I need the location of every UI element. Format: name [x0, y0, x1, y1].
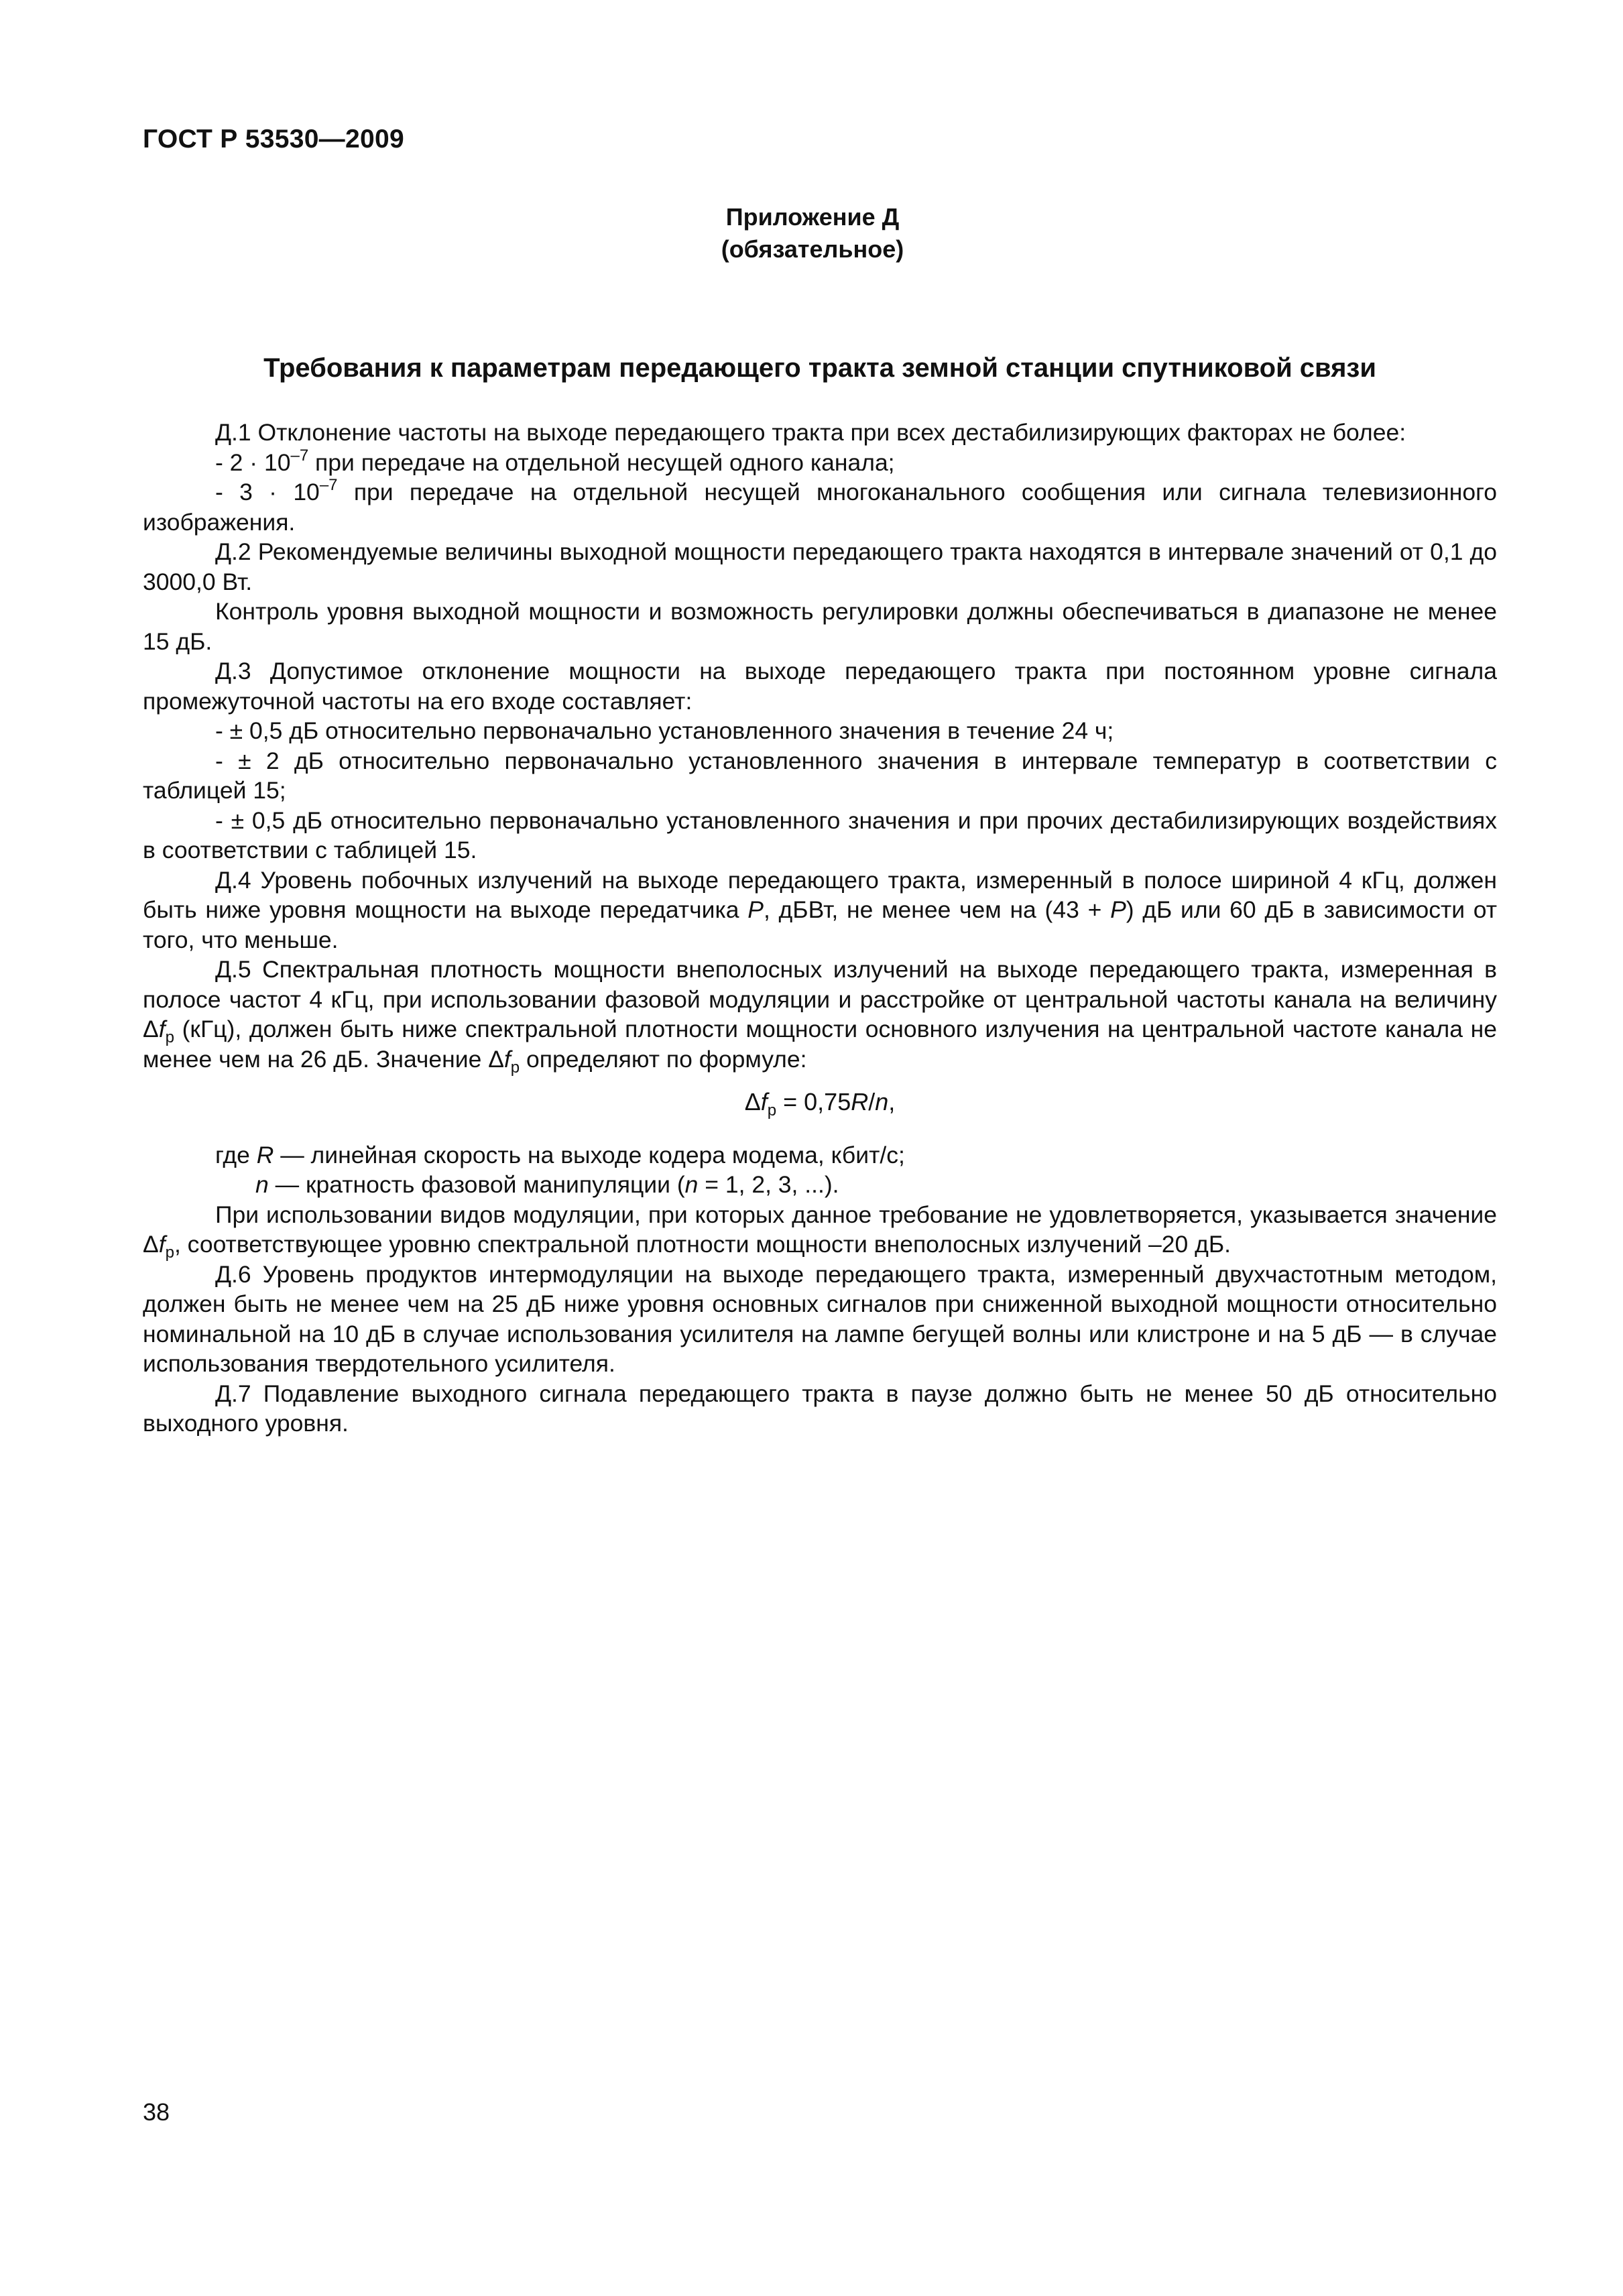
paragraph-d2: Д.2 Рекомендуемые величины выходной мощности передающего тракта находятся в интервале значений от 0,1 до 3000,0 Вт.	[143, 538, 1497, 595]
paragraph-d3-item-1: - ± 0,5 дБ относительно первоначально установленного значения в течение 24 ч;	[215, 717, 1114, 744]
page-number: 38	[143, 2098, 170, 2126]
formula: $\Delta f_р = 0,75R/n$,	[744, 1088, 896, 1120]
paragraph-d2-control: Контроль уровня выходной мощности и возможность регулировки должны обеспечиваться в диапазоне не менее 15 дБ.	[143, 598, 1497, 655]
formula-legend-r: где R — линейная скорость на выходе кодера модема, кбит/с;	[215, 1141, 905, 1168]
paragraph-d6: Д.6 Уровень продуктов интермодуляции на выходе передающего тракта, измеренный двухчастотным методом, должен быть не менее чем на 25 дБ ниже уровня основных сигналов при сниженной выходной мощности относительно номинальной на 10 дБ в случае использования усилителя на лампе бегущей волны или клистроне и на 5 дБ — в случае использования твердотельного усилителя.	[143, 1260, 1497, 1377]
section-title: Требования к параметрам передающего тракта земной станции спутниковой связи	[263, 353, 1376, 383]
appendix-heading	[712, 201, 913, 265]
paragraph-d3-item-3: - ± 0,5 дБ относительно первоначально установленного значения и при прочих дестабилизирующих воздействиях в соответствии с таблицей 15.	[143, 806, 1497, 863]
formula-legend-n: n — кратность фазовой манипуляции (n = 1, 2, 3, ...).	[255, 1171, 839, 1198]
paragraph-d1-item-2: - $3 \cdot 10^{-7}$ при передаче на отдельной несущей многоканального сообщения или сигнала телевизионного изображения.	[143, 476, 1497, 536]
paragraph-d5-note: При использовании видов модуляции, при которых данное требование не удовлетворяется, указывается значение $\Delta f_р$, соответствующее уровню спектральной плотности мощности внеполосных излучений –20 дБ.	[143, 1201, 1497, 1262]
appendix-title: Приложение Д	[725, 203, 900, 231]
paragraph-d5: Д.5 Спектральная плотность мощности внеполосных излучений на выходе передающего тракта, измеренная в полосе частот 4 кГц, при использовании фазовой модуляции и расстройке от центральной частоты канала на величину $\Delta f_р$ (кГц), должен быть ниже спектральной плотности мощности основного излучения на центральной частоте канала не менее чем на 26 дБ. Значение $\Delta f_р$ определяют по формуле:	[143, 956, 1497, 1077]
paragraph-d3: Д.3 Допустимое отклонение мощности на выходе передающего тракта при постоянном уровне сигнала промежуточной частоты на его входе составляет:	[143, 658, 1497, 715]
document-body	[143, 418, 1497, 1439]
paragraph-d7: Д.7 Подавление выходного сигнала передающего тракта в паузе должно быть не менее 50 дБ относительно выходного уровня.	[143, 1380, 1497, 1437]
paragraph-d3-item-2: - ± 2 дБ относительно первоначально установленного значения в интервале температур в соответствии с таблицей 15;	[143, 747, 1497, 804]
paragraph-d1: Д.1 Отклонение частоты на выходе передающего тракта при всех дестабилизирующих факторах не более:	[215, 419, 1406, 446]
appendix-status: (обязательное)	[721, 235, 904, 263]
document-id-header: ГОСТ Р 53530—2009	[143, 125, 404, 154]
paragraph-d1-item-1: - $2 \cdot 10^{-7}$ при передаче на отдельной несущей одного канала;	[215, 446, 895, 476]
paragraph-d4: Д.4 Уровень побочных излучений на выходе передающего тракта, измеренный в полосе шириной 4 кГц, должен быть ниже уровня мощности на выходе передатчика P, дБВт, не менее чем на (43 + P) дБ или 60 дБ в зависимости от того, что меньше.	[143, 866, 1497, 953]
